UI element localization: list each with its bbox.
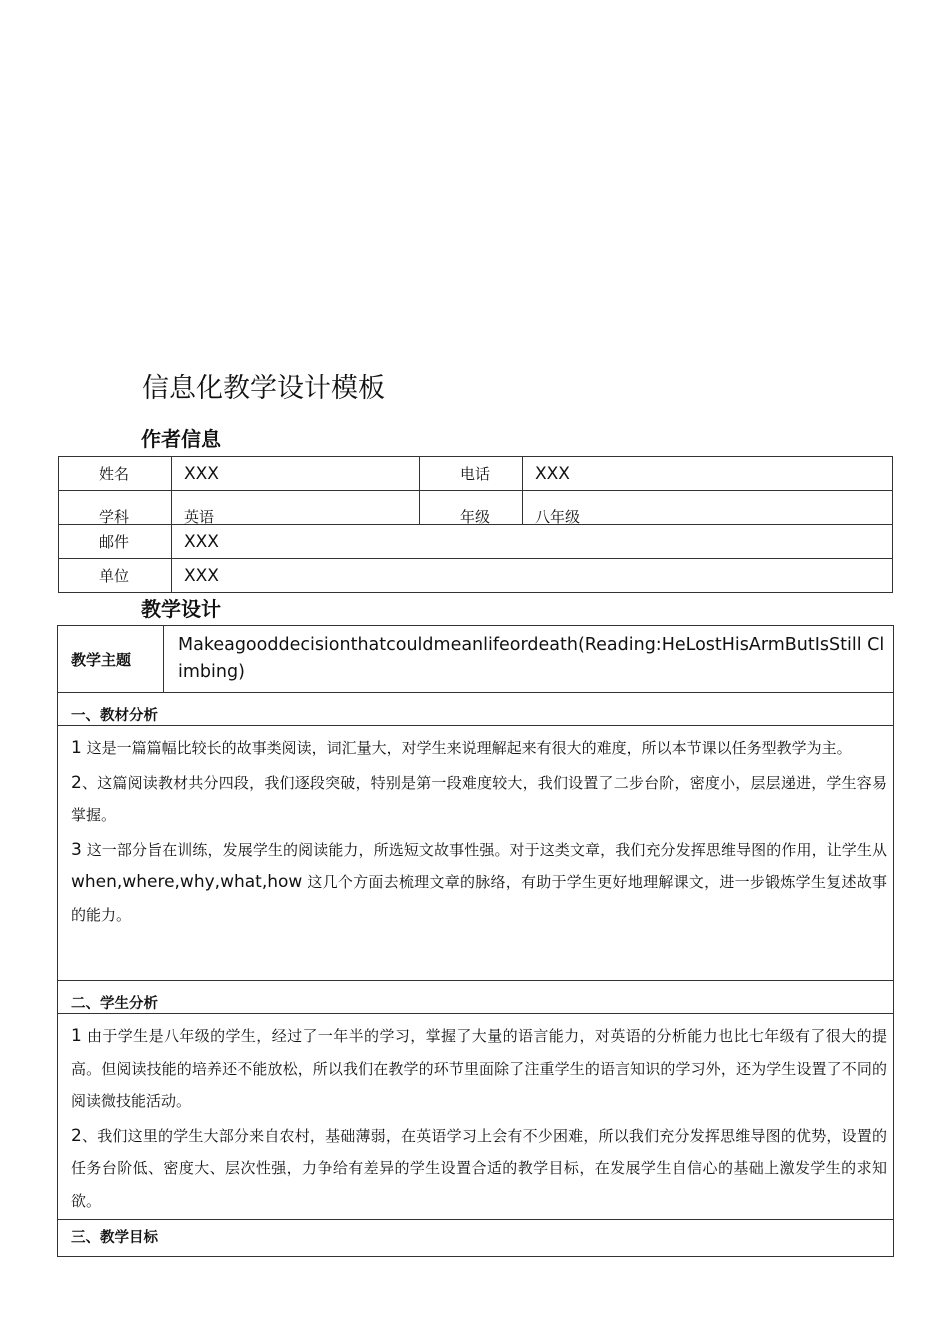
unit-value: XXX bbox=[172, 559, 893, 593]
teaching-design-heading: 教学设计 bbox=[141, 597, 221, 621]
textbook-analysis-paragraph: 2、这篇阅读教材共分四段，我们逐段突破，特别是第一段难度较大，我们设置了二步台阶，密度小，层层递进，学生容易掌握。 bbox=[71, 772, 887, 824]
name-value: XXX bbox=[172, 457, 420, 491]
email-label: 邮件 bbox=[59, 525, 172, 559]
student-analysis-body bbox=[58, 1014, 894, 1220]
phone-label: 电话 bbox=[420, 457, 523, 491]
topic-row bbox=[58, 626, 894, 693]
grade-label: 年级 bbox=[420, 491, 523, 525]
author-info-heading: 作者信息 bbox=[141, 427, 221, 451]
textbook-analysis-header-row bbox=[58, 693, 894, 726]
student-analysis-header-row bbox=[58, 981, 894, 1014]
teaching-goals-header-row bbox=[58, 1220, 894, 1257]
email-value: XXX bbox=[172, 525, 893, 559]
teaching-design-table bbox=[57, 625, 894, 1257]
textbook-analysis-paragraph: 1 这是一篇篇幅比较长的故事类阅读，词汇量大，对学生来说理解起来有很大的难度，所以本节课以任务型教学为主。 bbox=[71, 738, 852, 758]
textbook-analysis-body bbox=[58, 726, 894, 981]
subject-label: 学科 bbox=[59, 491, 172, 525]
student-analysis-paragraph: 1 由于学生是八年级的学生，经过了一年半的学习，掌握了大量的语言能力，对英语的分析能力也比七年级有了很大的提高。但阅读技能的培养还不能放松，所以我们在教学的环节里面除了注重学生的语言知识的学习外，还为学生设置了不同的阅读微技能活动。 bbox=[71, 1026, 887, 1110]
teaching-goals-heading: 三、教学目标 bbox=[58, 1220, 894, 1257]
topic-label: 教学主题 bbox=[58, 626, 164, 693]
name-phone-row bbox=[59, 457, 893, 491]
phone-value: XXX bbox=[523, 457, 893, 491]
unit-row bbox=[59, 559, 893, 593]
student-analysis-body-row bbox=[58, 1014, 894, 1220]
student-analysis-heading: 二、学生分析 bbox=[58, 981, 894, 1014]
grade-value: 八年级 bbox=[523, 491, 893, 525]
author-info-table bbox=[58, 456, 893, 593]
unit-label: 单位 bbox=[59, 559, 172, 593]
subject-value: 英语 bbox=[172, 491, 420, 525]
subject-grade-row bbox=[59, 491, 893, 525]
topic-value: Makeagooddecisionthatcouldmeanlifeordeath(Reading:HeLostHisArmButIsStill Climbing) bbox=[164, 626, 894, 693]
textbook-analysis-heading: 一、教材分析 bbox=[58, 693, 894, 726]
textbook-analysis-paragraph: 3 这一部分旨在训练，发展学生的阅读能力，所选短文故事性强。对于这类文章，我们充分发挥思维导图的作用，让学生从 when,where,why,what,how 这几个方面去梳理文章的脉络，有助于学生更好地理解课文，进一步锻炼学生复述故事的能力。 bbox=[71, 839, 887, 924]
name-label: 姓名 bbox=[59, 457, 172, 491]
textbook-analysis-body-row bbox=[58, 726, 894, 981]
student-analysis-paragraph: 2、我们这里的学生大部分来自农村，基础薄弱，在英语学习上会有不少困难，所以我们充分发挥思维导图的优势，设置的任务台阶低、密度大、层次性强，力争给有差异的学生设置合适的教学目标，在发展学生自信心的基础上激发学生的求知欲。 bbox=[71, 1125, 887, 1210]
email-row bbox=[59, 525, 893, 559]
document-title: 信息化教学设计模板 bbox=[142, 373, 385, 404]
